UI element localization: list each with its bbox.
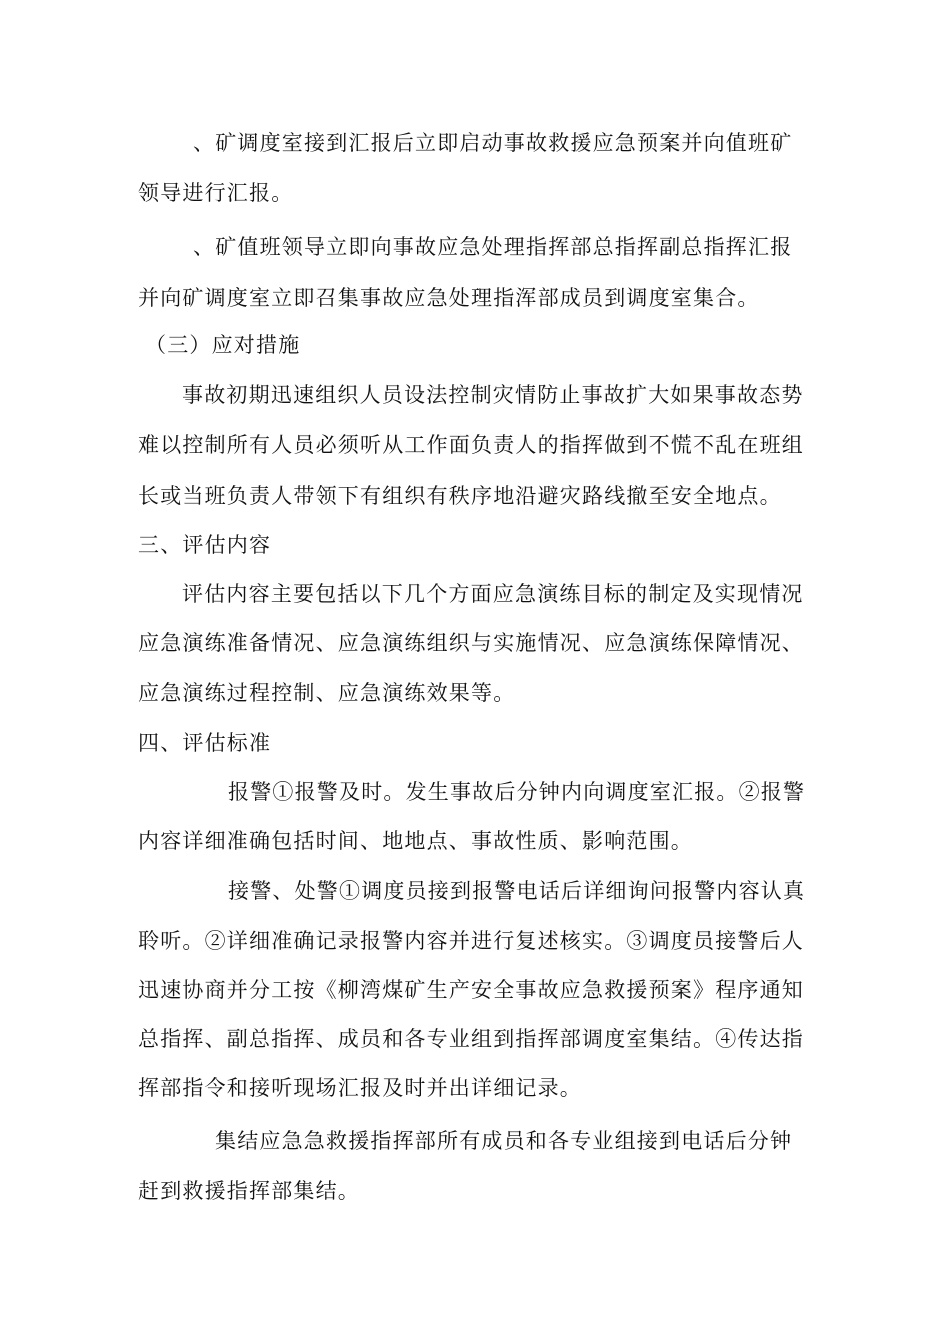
text-line: 总指挥、副总指挥、成员和各专业组到指挥部调度室集结。④传达指 [138,1027,804,1051]
text-line: 挥部指令和接听现场汇报及时并出详细记录。 [138,1076,582,1100]
text-line: 并向矿调度室立即召集事故应急处理指浑部成员到调度室集合。 [138,286,760,310]
text-line: 事故初期迅速组织人员设法控制灾情防止事故扩大如果事故态势 [182,383,804,407]
section-heading: （三）应对措施 [145,333,301,357]
section-heading: 三、评估内容 [138,533,272,557]
text-line: 、矿值班领导立即向事故应急处理指挥部总指挥副总指挥汇报 [193,235,793,259]
text-line: 难以控制所有人员必须听从工作面负责人的指挥做到不慌不乱在班组 [138,433,804,457]
text-line: 应急演练准备情况、应急演练组织与实施情况、应急演练保障情况、 [138,631,804,655]
text-line: 长或当班负责人带领下有组织有秩序地沿避灾路线撤至安全地点。 [138,484,782,508]
text-line: 报警①报警及时。发生事故后分钟内向调度室汇报。②报警 [228,780,806,804]
text-line: 、矿调度室接到汇报后立即启动事故救援应急预案并向值班矿 [193,131,793,155]
text-line: 内容详细准确包括时间、地地点、事故性质、影响范围。 [138,829,693,853]
section-heading: 四、评估标准 [138,731,272,755]
text-line: 接警、处警①调度员接到报警电话后详细询问报警内容认真 [228,879,806,903]
text-line: 评估内容主要包括以下几个方面应急演练目标的制定及实现情况 [182,582,804,606]
text-line: 应急演练过程控制、应急演练效果等。 [138,681,516,705]
text-line: 迅速协商并分工按《柳湾煤矿生产安全事故应急救援预案》程序通知 [138,978,804,1002]
text-line: 集结应急急救援指挥部所有成员和各专业组接到电话后分钟 [215,1129,793,1153]
text-line: 赶到救援指挥部集结。 [138,1179,360,1203]
text-line: 聆听。②详细准确记录报警内容并进行复述核实。③调度员接警后人 [138,929,804,953]
text-line: 领导进行汇报。 [138,181,294,205]
